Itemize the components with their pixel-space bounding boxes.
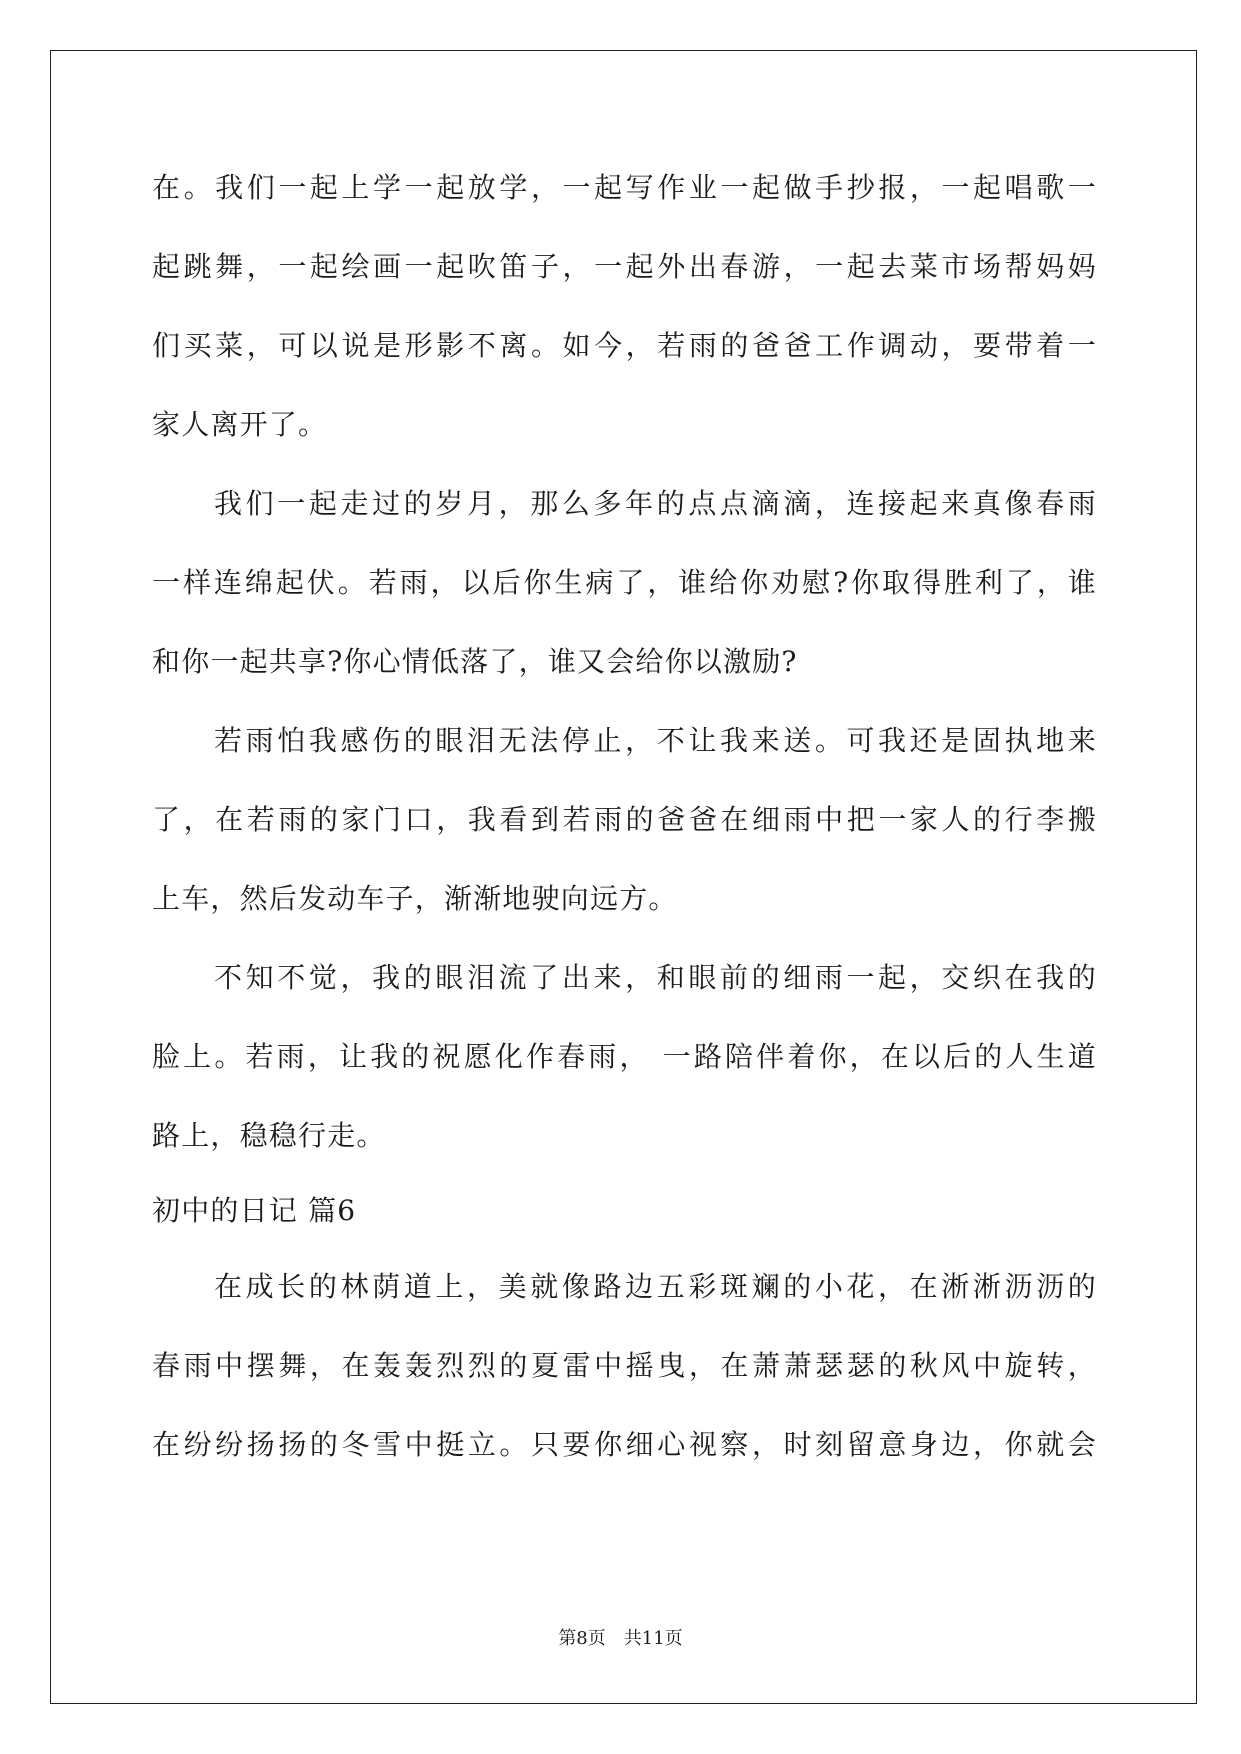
paragraph-first-line: 不知不觉，我的眼泪流了出来，和眼前的细雨一起，交织在我的 [214, 961, 1097, 994]
document-body [152, 148, 1097, 1484]
text-line: 起跳舞，一起绘画一起吹笛子，一起外出春游，一起去菜市场帮妈妈 [152, 250, 1097, 283]
text-line: 了，在若雨的家门口，我看到若雨的爸爸在细雨中把一家人的行李搬 [152, 803, 1097, 836]
text-line: 脸上。若雨，让我的祝愿化作春雨， 一路陪伴着你，在以后的人生道 [152, 1040, 1097, 1073]
paragraph-first-line: 若雨怕我感伤的眼泪无法停止，不让我来送。可我还是固执地来 [214, 724, 1097, 757]
text-line: 家人离开了。 [152, 408, 328, 441]
text-line: 们买菜，可以说是形影不离。如今，若雨的爸爸工作调动，要带着一 [152, 329, 1097, 362]
text-line: 和你一起共享?你心情低落了，谁又会给你以激励? [152, 645, 798, 678]
paragraph-first-line: 在成长的林荫道上，美就像路边五彩斑斓的小花，在淅淅沥沥的 [214, 1270, 1097, 1303]
text-line: 春雨中摆舞，在轰轰烈烈的夏雷中摇曳，在萧萧瑟瑟的秋风中旋转， [152, 1349, 1097, 1382]
text-line: 在纷纷扬扬的冬雪中挺立。只要你细心视察，时刻留意身边，你就会 [152, 1428, 1097, 1461]
paragraph-first-line: 我们一起走过的岁月，那么多年的点点滴滴，连接起来真像春雨 [214, 487, 1097, 520]
text-line: 在。我们一起上学一起放学，一起写作业一起做手抄报，一起唱歌一 [152, 171, 1097, 204]
page-footer: 第8页 共11页 [558, 1628, 683, 1649]
section-heading: 初中的日记 篇6 [152, 1194, 357, 1227]
text-line: 上车，然后发动车子，渐渐地驶向远方。 [152, 882, 678, 915]
text-line: 路上，稳稳行走。 [152, 1119, 386, 1152]
text-line: 一样连绵起伏。若雨，以后你生病了，谁给你劝慰?你取得胜利了，谁 [152, 566, 1097, 599]
